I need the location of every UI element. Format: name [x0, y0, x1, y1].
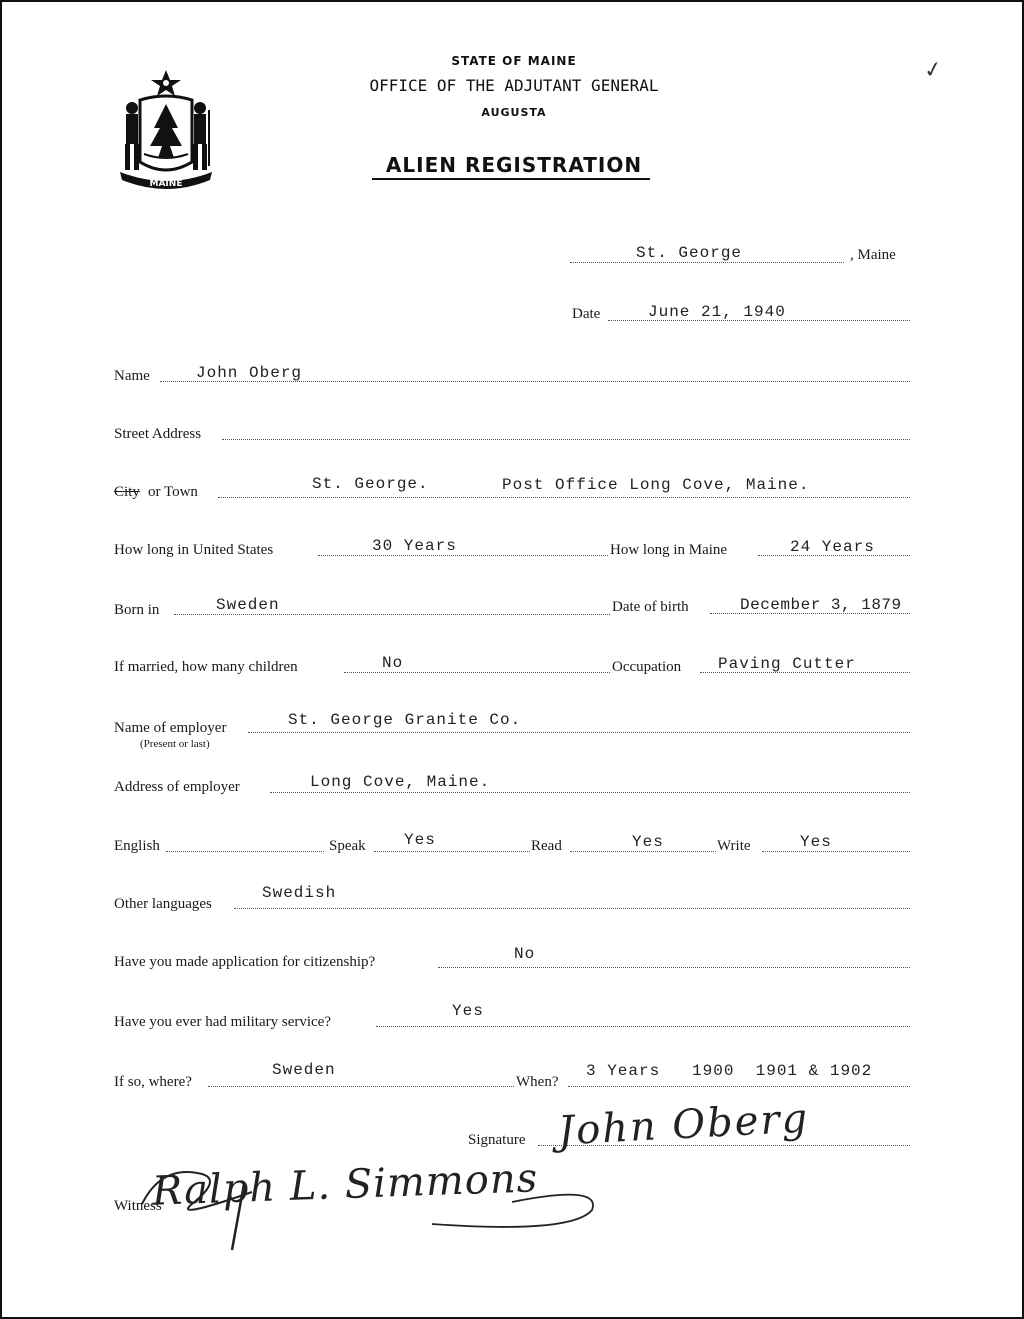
when-value: 3 Years 1900 1901 & 1902	[586, 1062, 873, 1080]
witness-label: Witness	[114, 1198, 162, 1214]
place-value: St. George	[636, 244, 743, 262]
street-line	[222, 439, 910, 440]
born-value: Sweden	[216, 596, 280, 614]
occupation-label: Occupation	[612, 659, 682, 675]
read-value: Yes	[632, 833, 664, 851]
employer-line	[248, 732, 910, 733]
city-label-struck: City	[114, 484, 140, 500]
form-title-underline	[372, 178, 650, 180]
read-label: Read	[531, 838, 562, 854]
name-label: Name	[114, 368, 150, 384]
write-value: Yes	[800, 833, 832, 851]
place-suffix: , Maine	[850, 247, 896, 263]
maine-years-value: 24 Years	[790, 538, 875, 556]
other-languages-value: Swedish	[262, 884, 337, 902]
maine-years-label: How long in Maine	[610, 542, 728, 558]
born-line	[174, 614, 610, 615]
city-line	[218, 497, 910, 498]
name-value: John Oberg	[196, 364, 303, 382]
city-label: or Town	[148, 484, 198, 500]
city-value: St. George.	[312, 475, 429, 493]
where-label: If so, where?	[114, 1074, 192, 1090]
date-value: June 21, 1940	[648, 303, 786, 321]
us-years-line	[318, 555, 608, 556]
write-line	[762, 851, 910, 852]
military-value: Yes	[452, 1002, 484, 1020]
citizenship-label: Have you made application for citizenship?	[114, 954, 376, 970]
post-office-value: Post Office Long Cove, Maine.	[502, 476, 810, 494]
occupation-value: Paving Cutter	[718, 655, 856, 673]
military-label: Have you ever had military service?	[114, 1014, 331, 1030]
where-line	[208, 1086, 514, 1087]
born-label: Born in	[114, 602, 160, 618]
speak-line	[374, 851, 530, 852]
write-label: Write	[717, 838, 751, 854]
street-label: Street Address	[114, 426, 202, 442]
place-line	[570, 262, 844, 263]
form-title: ALIEN REGISTRATION	[385, 153, 643, 177]
witness-flourish	[132, 1144, 612, 1254]
witness-handwriting: Ralph L. Simmons	[151, 1155, 539, 1215]
employer-address-value: Long Cove, Maine.	[310, 773, 491, 791]
when-label: When?	[516, 1074, 559, 1090]
english-line	[166, 851, 324, 852]
employer-value: St. George Granite Co.	[288, 711, 522, 729]
dob-value: December 3, 1879	[740, 596, 902, 614]
english-label: English	[114, 838, 160, 854]
svg-text:MAINE: MAINE	[149, 179, 183, 189]
where-value: Sweden	[272, 1061, 336, 1079]
speak-value: Yes	[404, 831, 436, 849]
dob-label: Date of birth	[612, 599, 689, 615]
employer-address-label: Address of employer	[114, 779, 240, 795]
us-years-value: 30 Years	[372, 537, 457, 555]
children-label: If married, how many children	[114, 659, 298, 675]
employer-sublabel: (Present or last)	[140, 738, 210, 750]
header-office: OFFICE OF THE ADJUTANT GENERAL	[369, 76, 659, 95]
citizenship-value: No	[514, 945, 536, 963]
signature-handwriting: John Oberg	[556, 1095, 811, 1155]
citizenship-line	[438, 967, 910, 968]
military-line	[376, 1026, 910, 1027]
corner-checkmark: ✓	[921, 56, 945, 85]
employer-address-line	[270, 792, 910, 793]
header-state: STATE OF MAINE	[451, 54, 577, 68]
other-languages-line	[234, 908, 910, 909]
when-line	[568, 1086, 910, 1087]
date-label: Date	[572, 306, 601, 322]
employer-label: Name of employer	[114, 720, 227, 736]
us-years-label: How long in United States	[114, 542, 274, 558]
header-city: AUGUSTA	[481, 106, 547, 119]
speak-label: Speak	[329, 838, 366, 854]
children-line	[344, 672, 610, 673]
read-line	[570, 851, 716, 852]
children-value: No	[382, 654, 404, 672]
signature-label: Signature	[468, 1132, 526, 1148]
other-languages-label: Other languages	[114, 896, 212, 912]
